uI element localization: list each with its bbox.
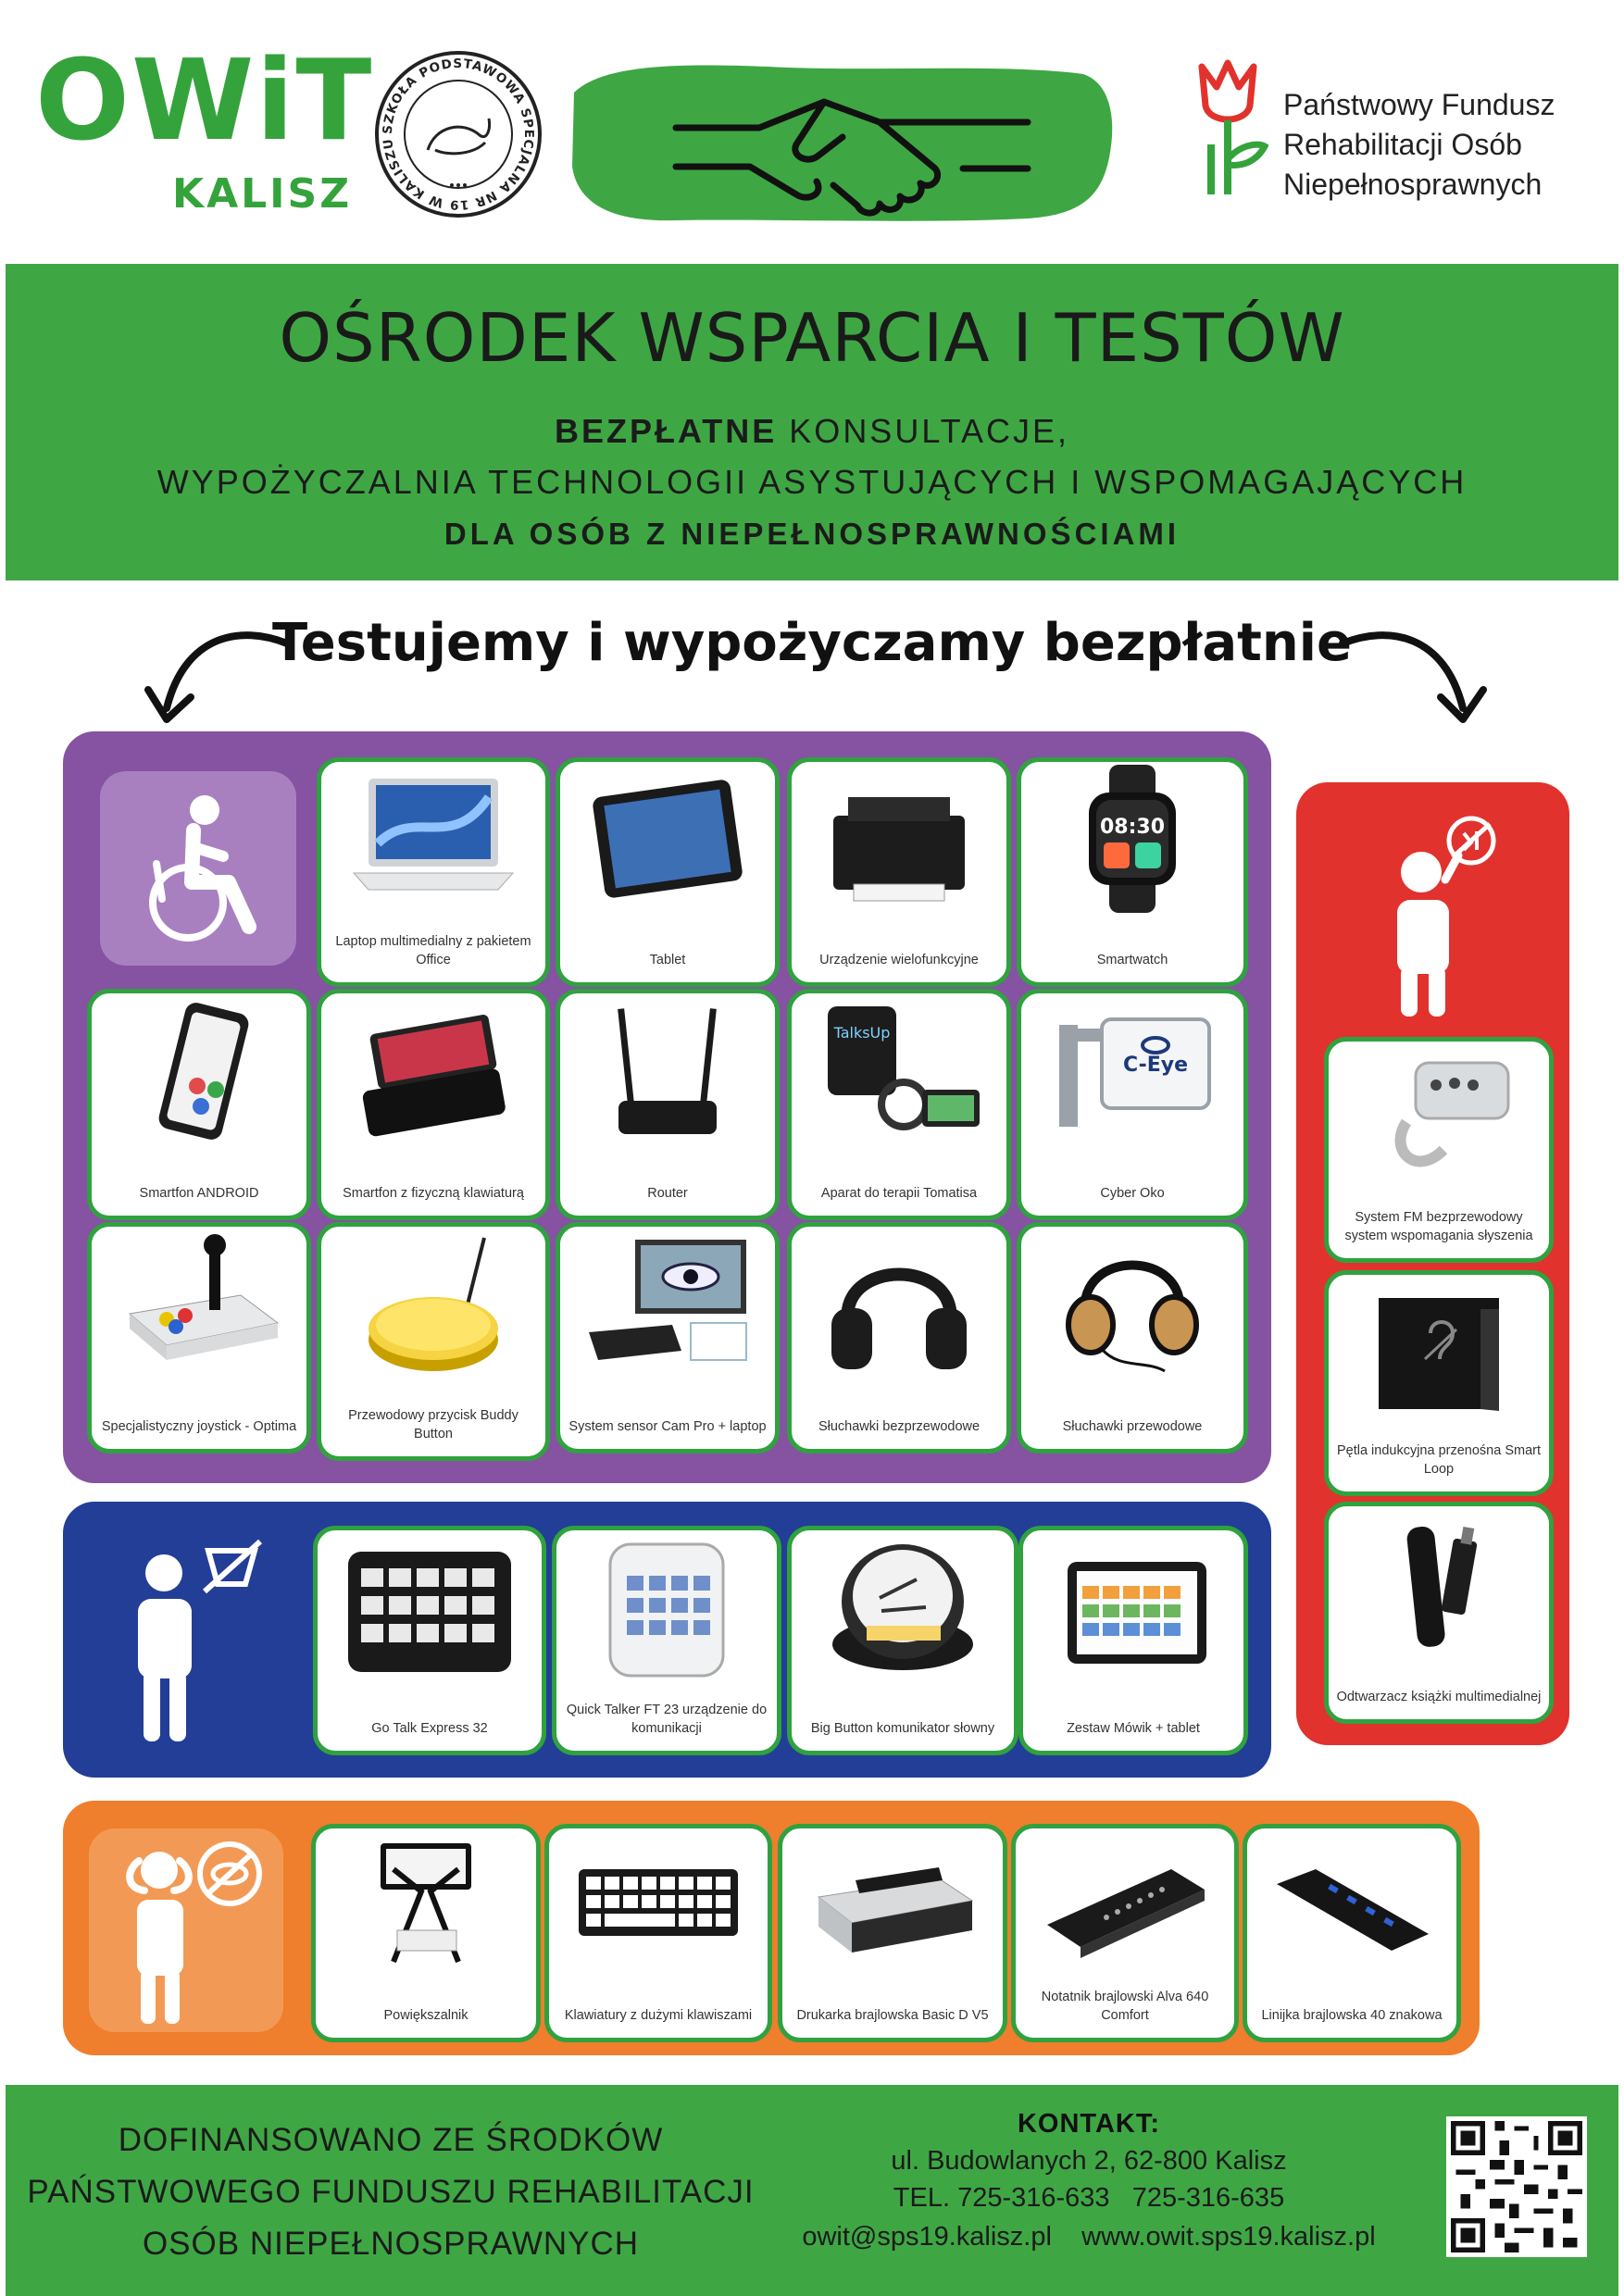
item-label: Pętla indukcyjna przenośna Smart Loop — [1336, 1443, 1542, 1477]
item-tile-cyber-eye[interactable] — [1017, 989, 1248, 1220]
item-label: Smartfon ANDROID — [139, 1186, 259, 1201]
item-tile-induction-loop[interactable] — [1324, 1270, 1554, 1496]
wheelchair-user-icon — [100, 771, 296, 966]
banner-consult-word: KONSULTACJE, — [777, 412, 1070, 450]
item-tile-printer[interactable] — [787, 757, 1011, 987]
item-label: Przewodowy przycisk Buddy Button — [348, 1408, 518, 1441]
item-label: Smartfon z fizyczną klawiaturą — [343, 1186, 524, 1201]
item-tile-magnifier[interactable] — [311, 1824, 541, 2042]
page-title: OŚRODEK WSPARCIA I TESTÓW — [279, 299, 1345, 377]
item-tile-tomatis-device[interactable] — [787, 989, 1011, 1220]
test-heading: Testujemy i wypożyczamy bezpłatnie — [272, 613, 1352, 673]
banner-line-3: DLA OSÓB Z NIEPEŁNOSPRAWNOŚCIAMI — [443, 517, 1181, 551]
item-tile-braille-display[interactable] — [1243, 1824, 1461, 2042]
handshake-logo — [565, 56, 1120, 227]
item-label: Go Talk Express 32 — [371, 1721, 488, 1736]
item-label: Słuchawki bezprzewodowe — [818, 1419, 981, 1434]
item-label: Router — [647, 1186, 688, 1201]
contact-title: KONTAKT: — [1017, 2109, 1161, 2139]
item-label: Powiększalnik — [383, 2008, 468, 2023]
banner-free-word: BEZPŁATNE — [554, 412, 778, 450]
item-tile-quick-talker[interactable] — [552, 1526, 781, 1755]
item-tile-wireless-headphones[interactable] — [787, 1222, 1011, 1454]
no-speech-person-icon — [102, 1528, 287, 1750]
funding-line: PAŃSTWOWEGO FUNDUSZU REHABILITACJI — [27, 2174, 755, 2210]
item-label: Specjalistyczny joystick - Optima — [101, 1419, 297, 1434]
visually-impaired-person-icon — [89, 1828, 283, 2032]
item-label: Tablet — [649, 953, 686, 967]
item-tile-mowik-tablet[interactable] — [1018, 1526, 1248, 1755]
item-tile-media-stick[interactable] — [1324, 1502, 1554, 1724]
item-tile-large-key-keyboard[interactable] — [544, 1824, 772, 2042]
item-label: Urządzenie wielofunkcyjne — [819, 953, 979, 967]
svg-text:C-Eye: C-Eye — [1122, 1054, 1189, 1077]
item-tile-smartwatch[interactable] — [1017, 757, 1248, 987]
contact-email-website[interactable]: owit@sps19.kalisz.pl www.owit.sps19.kalisz.pl — [802, 2222, 1376, 2252]
pfron-name-line: Niepełnosprawnych — [1283, 168, 1543, 201]
school-seal-logo — [370, 46, 546, 222]
item-label: Linijka brajlowska 40 znakowa — [1261, 2008, 1443, 2023]
item-tile-braille-notetaker[interactable] — [1011, 1824, 1239, 2042]
item-tile-fm-system[interactable] — [1324, 1037, 1554, 1263]
item-tile-wired-headphones[interactable] — [1017, 1222, 1248, 1454]
item-label: Smartwatch — [1096, 953, 1168, 967]
owit-logo — [35, 37, 374, 222]
funding-line: DOFINANSOWANO ZE ŚRODKÓW — [118, 2122, 664, 2158]
item-tile-laptop[interactable] — [317, 757, 550, 987]
contact-address: ul. Budowlanych 2, 62-800 Kalisz — [891, 2146, 1287, 2176]
item-label: Drukarka brajlowska Basic D V5 — [796, 2008, 989, 2023]
contact-phones: TEL. 725-316-633 725-316-635 — [893, 2183, 1285, 2213]
item-tile-android-phone[interactable] — [87, 989, 311, 1220]
owit-logo-city: KALISZ — [172, 170, 353, 218]
item-label: Quick Talker FT 23 urządzenie do komunikacji — [566, 1703, 768, 1736]
item-label: Klawiatury z dużymi klawiszami — [564, 2008, 753, 2023]
item-label: Aparat do terapii Tomatisa — [820, 1186, 978, 1201]
qr-code-icon[interactable] — [1446, 2116, 1587, 2257]
item-label: Notatnik brajlowski Alva 640 Comfort — [1041, 1990, 1209, 2023]
pfron-name-line: Rehabilitacji Osób — [1283, 128, 1522, 161]
item-label: System sensor Cam Pro + laptop — [568, 1419, 767, 1434]
footer — [6, 2085, 1618, 2296]
owit-logo-word: OWiT — [35, 37, 374, 166]
item-label: Zestaw Mówik + tablet — [1067, 1721, 1200, 1736]
item-tile-tablet[interactable] — [556, 757, 780, 987]
svg-text:SZKOŁA PODSTAWOWA SPECJALNA NR: SZKOŁA PODSTAWOWA SPECJALNA NR 19 W KALISZU — [380, 56, 537, 213]
item-tile-sensor-cam[interactable] — [556, 1222, 780, 1454]
item-label: Laptop multimedialny z pakietem Office — [335, 934, 531, 967]
item-tile-big-button[interactable] — [787, 1526, 1018, 1755]
pfron-name — [1283, 85, 1555, 205]
hearing-impaired-person-icon — [1338, 810, 1532, 1023]
item-tile-braille-printer[interactable] — [778, 1824, 1007, 2042]
title-banner — [6, 264, 1618, 580]
pfron-tulip-logo — [1185, 56, 1268, 204]
pfron-name-line: Państwowy Fundusz — [1283, 88, 1555, 121]
banner-line-2: WYPOŻYCZALNIA TECHNOLOGII ASYSTUJĄCYCH I WSPOMAGAJĄCYCH — [156, 463, 1468, 501]
funding-line: OSÓB NIEPEŁNOSPRAWNYCH — [142, 2226, 640, 2262]
item-tile-buddy-button[interactable] — [317, 1222, 550, 1461]
item-label: Cyber Oko — [1100, 1186, 1165, 1201]
svg-text:TalksUp: TalksUp — [833, 1024, 891, 1042]
item-tile-keyboard-phone[interactable] — [317, 989, 550, 1220]
curved-arrow-right-icon — [1333, 616, 1491, 736]
item-tile-router[interactable] — [556, 989, 780, 1220]
svg-text:08:30: 08:30 — [1099, 816, 1166, 840]
item-label: Big Button komunikator słowny — [810, 1721, 995, 1736]
banner-line-1 — [6, 412, 1618, 451]
item-tile-joystick[interactable] — [87, 1222, 311, 1454]
item-label: Odtwarzacz książki multimedialnej — [1336, 1690, 1542, 1704]
item-tile-go-talk[interactable] — [313, 1526, 546, 1755]
item-label: System FM bezprzewodowy system wspomagania słyszenia — [1344, 1210, 1533, 1243]
item-label: Słuchawki przewodowe — [1062, 1419, 1203, 1434]
